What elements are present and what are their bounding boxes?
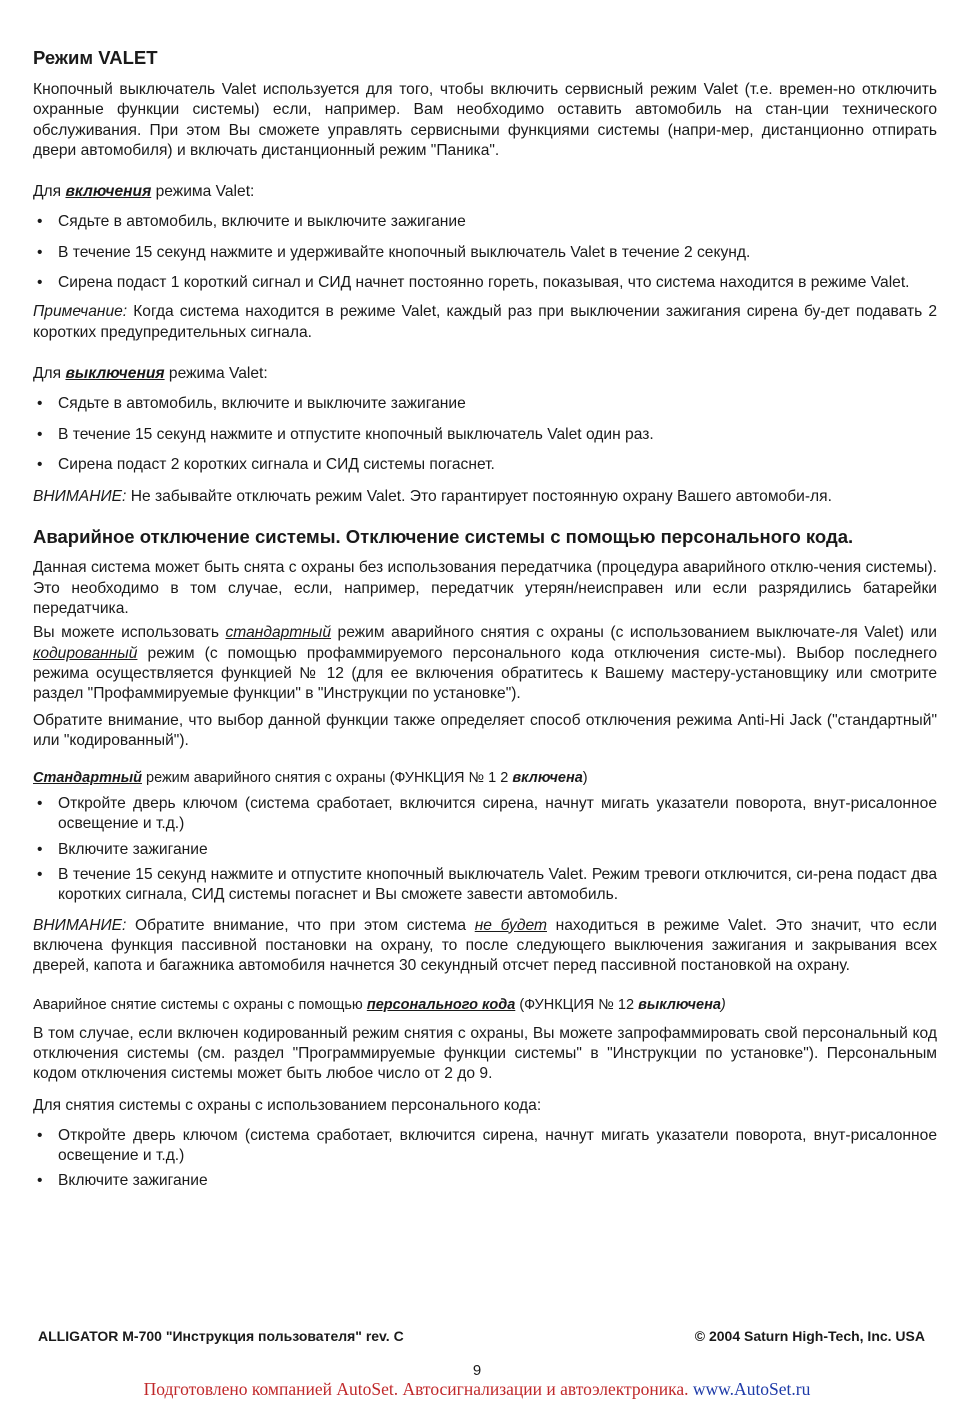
valet-enable-lead: Для включения режима Valet: [33,183,255,201]
list-item: • Включите зажигание [37,1172,208,1190]
note-label: Примечание: [33,303,128,321]
list-item: • В течение 15 секунд нажмите и удерживайте кнопочный выключатель Valet в течение 2 секунд. [37,243,751,261]
valet-enable-list [33,212,937,293]
enable-keyword: включения [65,183,152,201]
standard-warning: ВНИМАНИЕ: Обратите внимание, что при этом система не будет находиться в режиме Valet. Это значит, что если включена функция пассивной постановки на охрану, то после следующего выключения зажигания и закрывания всех дверей, капота и багажника автомобиля начнется 30 секундный отсчет перед пассивной постановкой на охрану. [33,916,937,975]
valet-warning: ВНИМАНИЕ: Не забывайте отключать режим Valet. Это гарантирует постоянную охрану Вашего автомоби-ля. [33,488,832,506]
emergency-p3: Обратите внимание, что выбор данной функции также определяет способ отключения режима Anti-Hi Jack ("стандартный" или "кодированный"). [33,711,937,749]
list-item: • Сирена подаст 2 коротких сигнала и СИД системы погаснет. [37,455,495,473]
list-item: • Сирена подаст 1 короткий сигнал и СИД начнет постоянно гореть, показывая, что система находится в режиме Valet. [37,274,910,292]
personal-title: Аварийное снятие системы с охраны с помощью персонального кода (ФУНКЦИЯ № 12 выключена) [33,996,726,1013]
list-item: • Сядьте в автомобиль, включите и выключите зажигание [37,395,466,413]
list-item: • В течение 15 секунд нажмите и отпустите кнопочный выключатель Valet один раз. [37,425,654,443]
list-item: • В течение 15 секунд нажмите и отпустите кнопочный выключатель Valet. Режим тревоги отключится, си-рена подаст два коротких сигнала, СИД системы погаснет и Вы сможете завести автомобиль. [37,866,937,904]
valet-intro: Кнопочный выключатель Valet используется для того, чтобы включить сервисный режим Valet (т.е. времен-но отключить охранные функции системы) если, например. Вам необходимо оставить автомобиль на стан-ции технического обслуживания. При этом Вы сможете управлять сервисными функциями системы (напри-мер, дистанционно отпирать двери автомобиля) и включать дистанционный режим "Паника". [33,81,937,159]
warning-label: ВНИМАНИЕ: [33,488,127,506]
personal-p2: Для снятия системы с охраны с использованием персонального кода: [33,1097,542,1115]
standard-title: Стандартный режим аварийного снятия с охраны (ФУНКЦИЯ № 1 2 включена) [33,770,588,787]
list-item: • Откройте дверь ключом (система сработает, включится сирена, начнут мигать указатели поворота, внут-рисалонное освещение и т.д.) [37,795,937,833]
list-item: • Включите зажигание [37,840,208,858]
not-will-term: не будет [474,916,547,934]
emergency-p1: Данная система может быть снята с охраны без использования передатчика (процедура аварийного отклю-чения системы). Это необходимо в том случае, если, например, передатчик утерян/неисправен или если разрядились батарейки передатчика. [33,559,937,618]
standard-term: стандартный [225,624,332,642]
footer-left: ALLIGATOR M-700 "Инструкция пользователя" rev. С [38,1328,404,1344]
warning-label: ВНИМАНИЕ: [33,916,127,934]
valet-disable-lead: Для выключения режима Valet: [33,364,268,382]
disable-keyword: выключения [65,364,165,382]
credit-url[interactable]: www.AutoSet.ru [692,1379,811,1399]
personal-p1: В том случае, если включен кодированный режим снятия с охраны, Вы можете запрофаммировать свой персональный код отключения системы (см. раздел "Программируемые функции системы" в "Инструкции по установке"). Персональным кодом отключения системы может быть любое число от 2 до 9. [33,1024,937,1083]
list-item: • Откройте дверь ключом (система сработает, включится сирена, начнут мигать указатели поворота, внут-рисалонное освещение и т.д.) [37,1126,937,1164]
emergency-heading: Аварийное отключение системы. Отключение системы с помощью персонального кода. [33,526,854,548]
list-item: • Сядьте в автомобиль, включите и выключите зажигание [37,213,466,231]
manual-page [33,46,937,1192]
footer-right: © 2004 Saturn High-Tech, Inc. USA [694,1328,925,1344]
valet-heading: Режим VALET [33,47,158,68]
page-number: 9 [472,1362,482,1379]
personal-list [33,1126,937,1192]
valet-disable-list [33,394,937,475]
coded-term: кодированный [33,644,138,662]
emergency-p2: Вы можете использовать стандартный режим аварийного снятия с охраны (с использованием выключате-ля Valet) или кодированный режим (с помощью профаммируемого персонального кода отключения систе-мы). Выбор последнего режима осуществляется функцией № 12 (для ее включения обратитесь к Вашему мастеру-установщику или смотрите раздел "Профаммируемые функции" в "Инструкции по установке"). [33,624,937,703]
credit-line: Подготовлено компанией AutoSet. Автосигнализации и автоэлектроника. www.AutoSet.ru [143,1379,811,1399]
standard-list [33,794,937,905]
valet-note: Примечание: Когда система находится в режиме Valet, каждый раз при выключении зажигания сирена бу-дет подавать 2 коротких предупредительных сигнала. [33,303,937,341]
